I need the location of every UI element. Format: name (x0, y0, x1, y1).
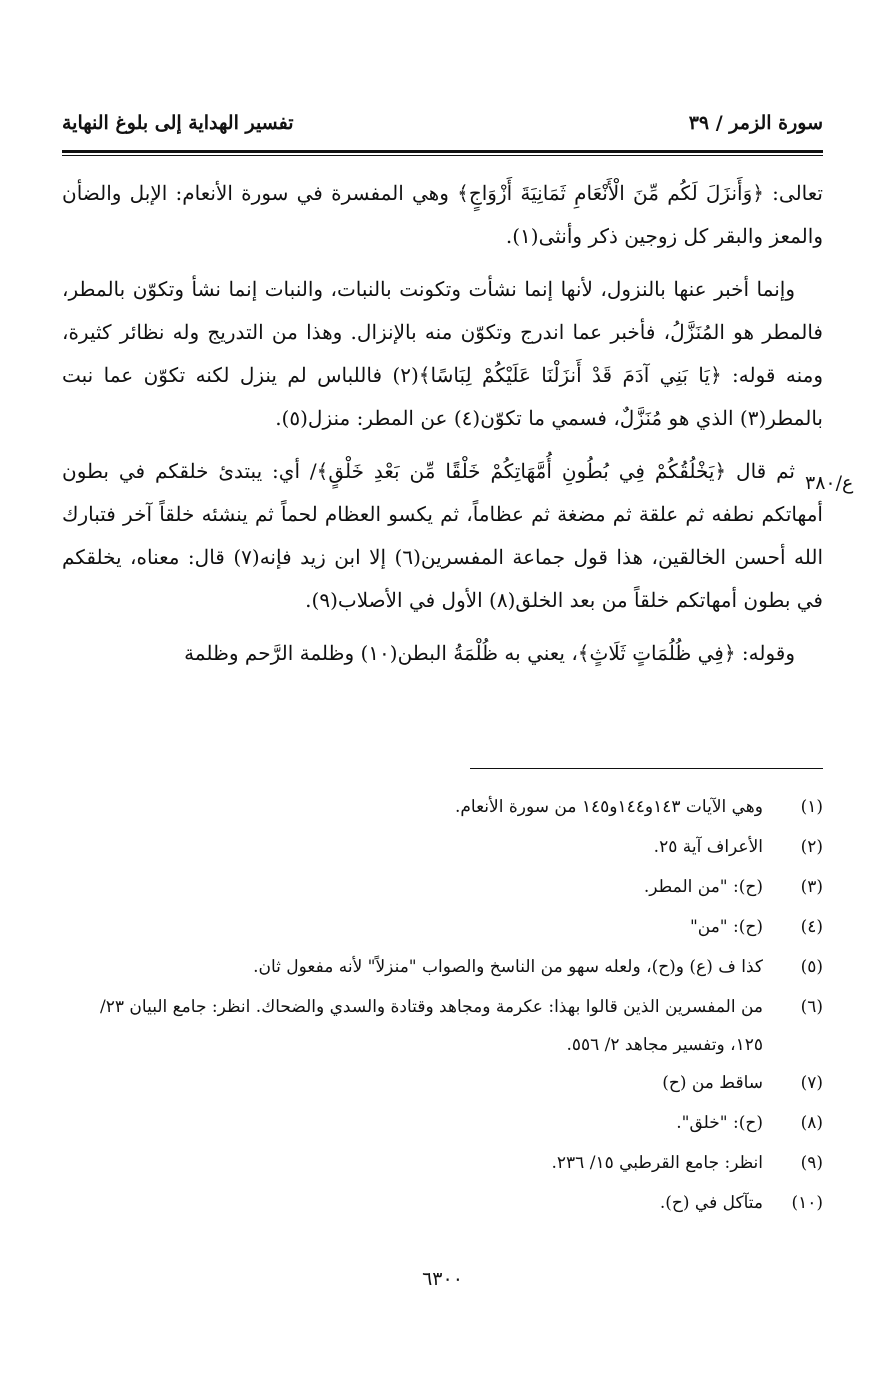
manuscript-margin-reference: ع/٣٨٠ (805, 472, 854, 494)
footnote-item (62, 988, 823, 1064)
footnote-text: الأعراف آية ٢٥. (653, 837, 763, 857)
footnote-number: (٥) (800, 957, 823, 977)
paragraph: وقوله: ﴿فِي ظُلُمَاتٍ ثَلَاثٍ﴾، يعني به ظُلْمَةُ البطن(١٠) وظلمة الرَّحم وظلمة (184, 641, 795, 665)
footnote-separator (470, 768, 823, 769)
footnote-item (62, 908, 823, 948)
paragraph: وإنما أخبر عنها بالنزول، لأنها إنما نشأت وتكونت بالنبات، والنبات إنما نشأ وتكوّن بالمطر، فالمطر هو المُنَزَّلُ، فأخبر عما اندرج وتكوّن منه بالإنزال. وهذا من التدريج وله نظائر كثيرة، ومنه قوله: ﴿يَا بَنِي آدَمَ قَدْ أَنزَلْنَا عَلَيْكُمْ لِبَاسًا﴾(٢) فاللباس لم ينزل لكنه تكوّن عما نبت بالمطر(٣) الذي هو مُنَزَّلٌ، فسمي ما تكوّن(٤) عن المطر: منزل(٥). (62, 277, 823, 430)
running-header (62, 112, 823, 134)
footnote-item (62, 1064, 823, 1104)
footnote-text: انظر: جامع القرطبي ١٥/ ٢٣٦. (551, 1153, 763, 1173)
header-rule-thin (62, 155, 823, 156)
footnote-number: (٤) (800, 917, 823, 937)
footnote-text: من المفسرين الذين قالوا بهذا: عكرمة ومجاهد وقتادة والسدي والضحاك. انظر: جامع البيان ٢٣/ ١٢٥، وتفسير مجاهد ٢/ ٥٥٦. (100, 997, 763, 1055)
paragraph: ثم قال ﴿يَخْلُقُكُمْ فِي بُطُونِ أُمَّهَاتِكُمْ خَلْقًا مِّن بَعْدِ خَلْقٍ﴾/ أي: يبتدئ خلقكم في بطون أمهاتكم نطفه ثم علقة ثم مضغة ثم عظاماً، ثم يكسو العظام لحماً ثم ينشئه خلقاً آخر فتبارك الله أحسن الخالقين، هذا قول جماعة المفسرين(٦) إلا ابن زيد فإنه(٧) قال: معناه، يخلقكم في بطون أمهاتكم خلقاً من بعد الخلق(٨) الأول في الأصلاب(٩). (62, 459, 823, 612)
footnote-text: وهي الآيات ١٤٣و١٤٤و١٤٥ من سورة الأنعام. (454, 797, 763, 817)
footnote-number: (١) (800, 797, 823, 817)
footnote-number: (١٠) (791, 1193, 823, 1213)
footnote-item (62, 788, 823, 828)
footnote-text: كذا ف (ع) و(ح)، ولعله سهو من الناسخ والصواب "منزلاً" لأنه مفعول ثان. (253, 957, 763, 977)
footnote-number: (٩) (800, 1153, 823, 1173)
header-rule (62, 150, 823, 153)
footnote-text: (ح): "من" (689, 917, 763, 937)
footnotes (62, 788, 823, 1224)
footnote-number: (٢) (800, 837, 823, 857)
paragraph: تعالى: ﴿وَأَنزَلَ لَكُم مِّنَ الْأَنْعَامِ ثَمَانِيَةَ أَزْوَاجٍ﴾ وهي المفسرة في سورة الأنعام: الإبل والضأن والمعز والبقر كل زوجين ذكر وأنثى(١). (62, 181, 823, 248)
footnote-text: (ح): "من المطر. (643, 877, 763, 897)
main-text (62, 172, 823, 685)
footnote-number: (٨) (800, 1113, 823, 1133)
footnote-item (62, 868, 823, 908)
footnote-item (62, 828, 823, 868)
footnote-item (62, 948, 823, 988)
footnote-text: ساقط من (ح) (662, 1073, 763, 1093)
footnote-number: (٧) (800, 1073, 823, 1093)
footnote-number: (٣) (800, 877, 823, 897)
surah-label: سورة الزمر / ٣٩ (688, 112, 823, 134)
footnote-text: متآكل في (ح). (659, 1193, 763, 1213)
footnote-item (62, 1144, 823, 1184)
footnote-item (62, 1104, 823, 1144)
footnote-text: (ح): "خلق". (676, 1113, 763, 1133)
footnote-item (62, 1184, 823, 1224)
page-number: ٦٣٠٠ (422, 1268, 463, 1290)
book-title: تفسير الهداية إلى بلوغ النهاية (62, 112, 294, 134)
footnote-number: (٦) (800, 997, 823, 1017)
